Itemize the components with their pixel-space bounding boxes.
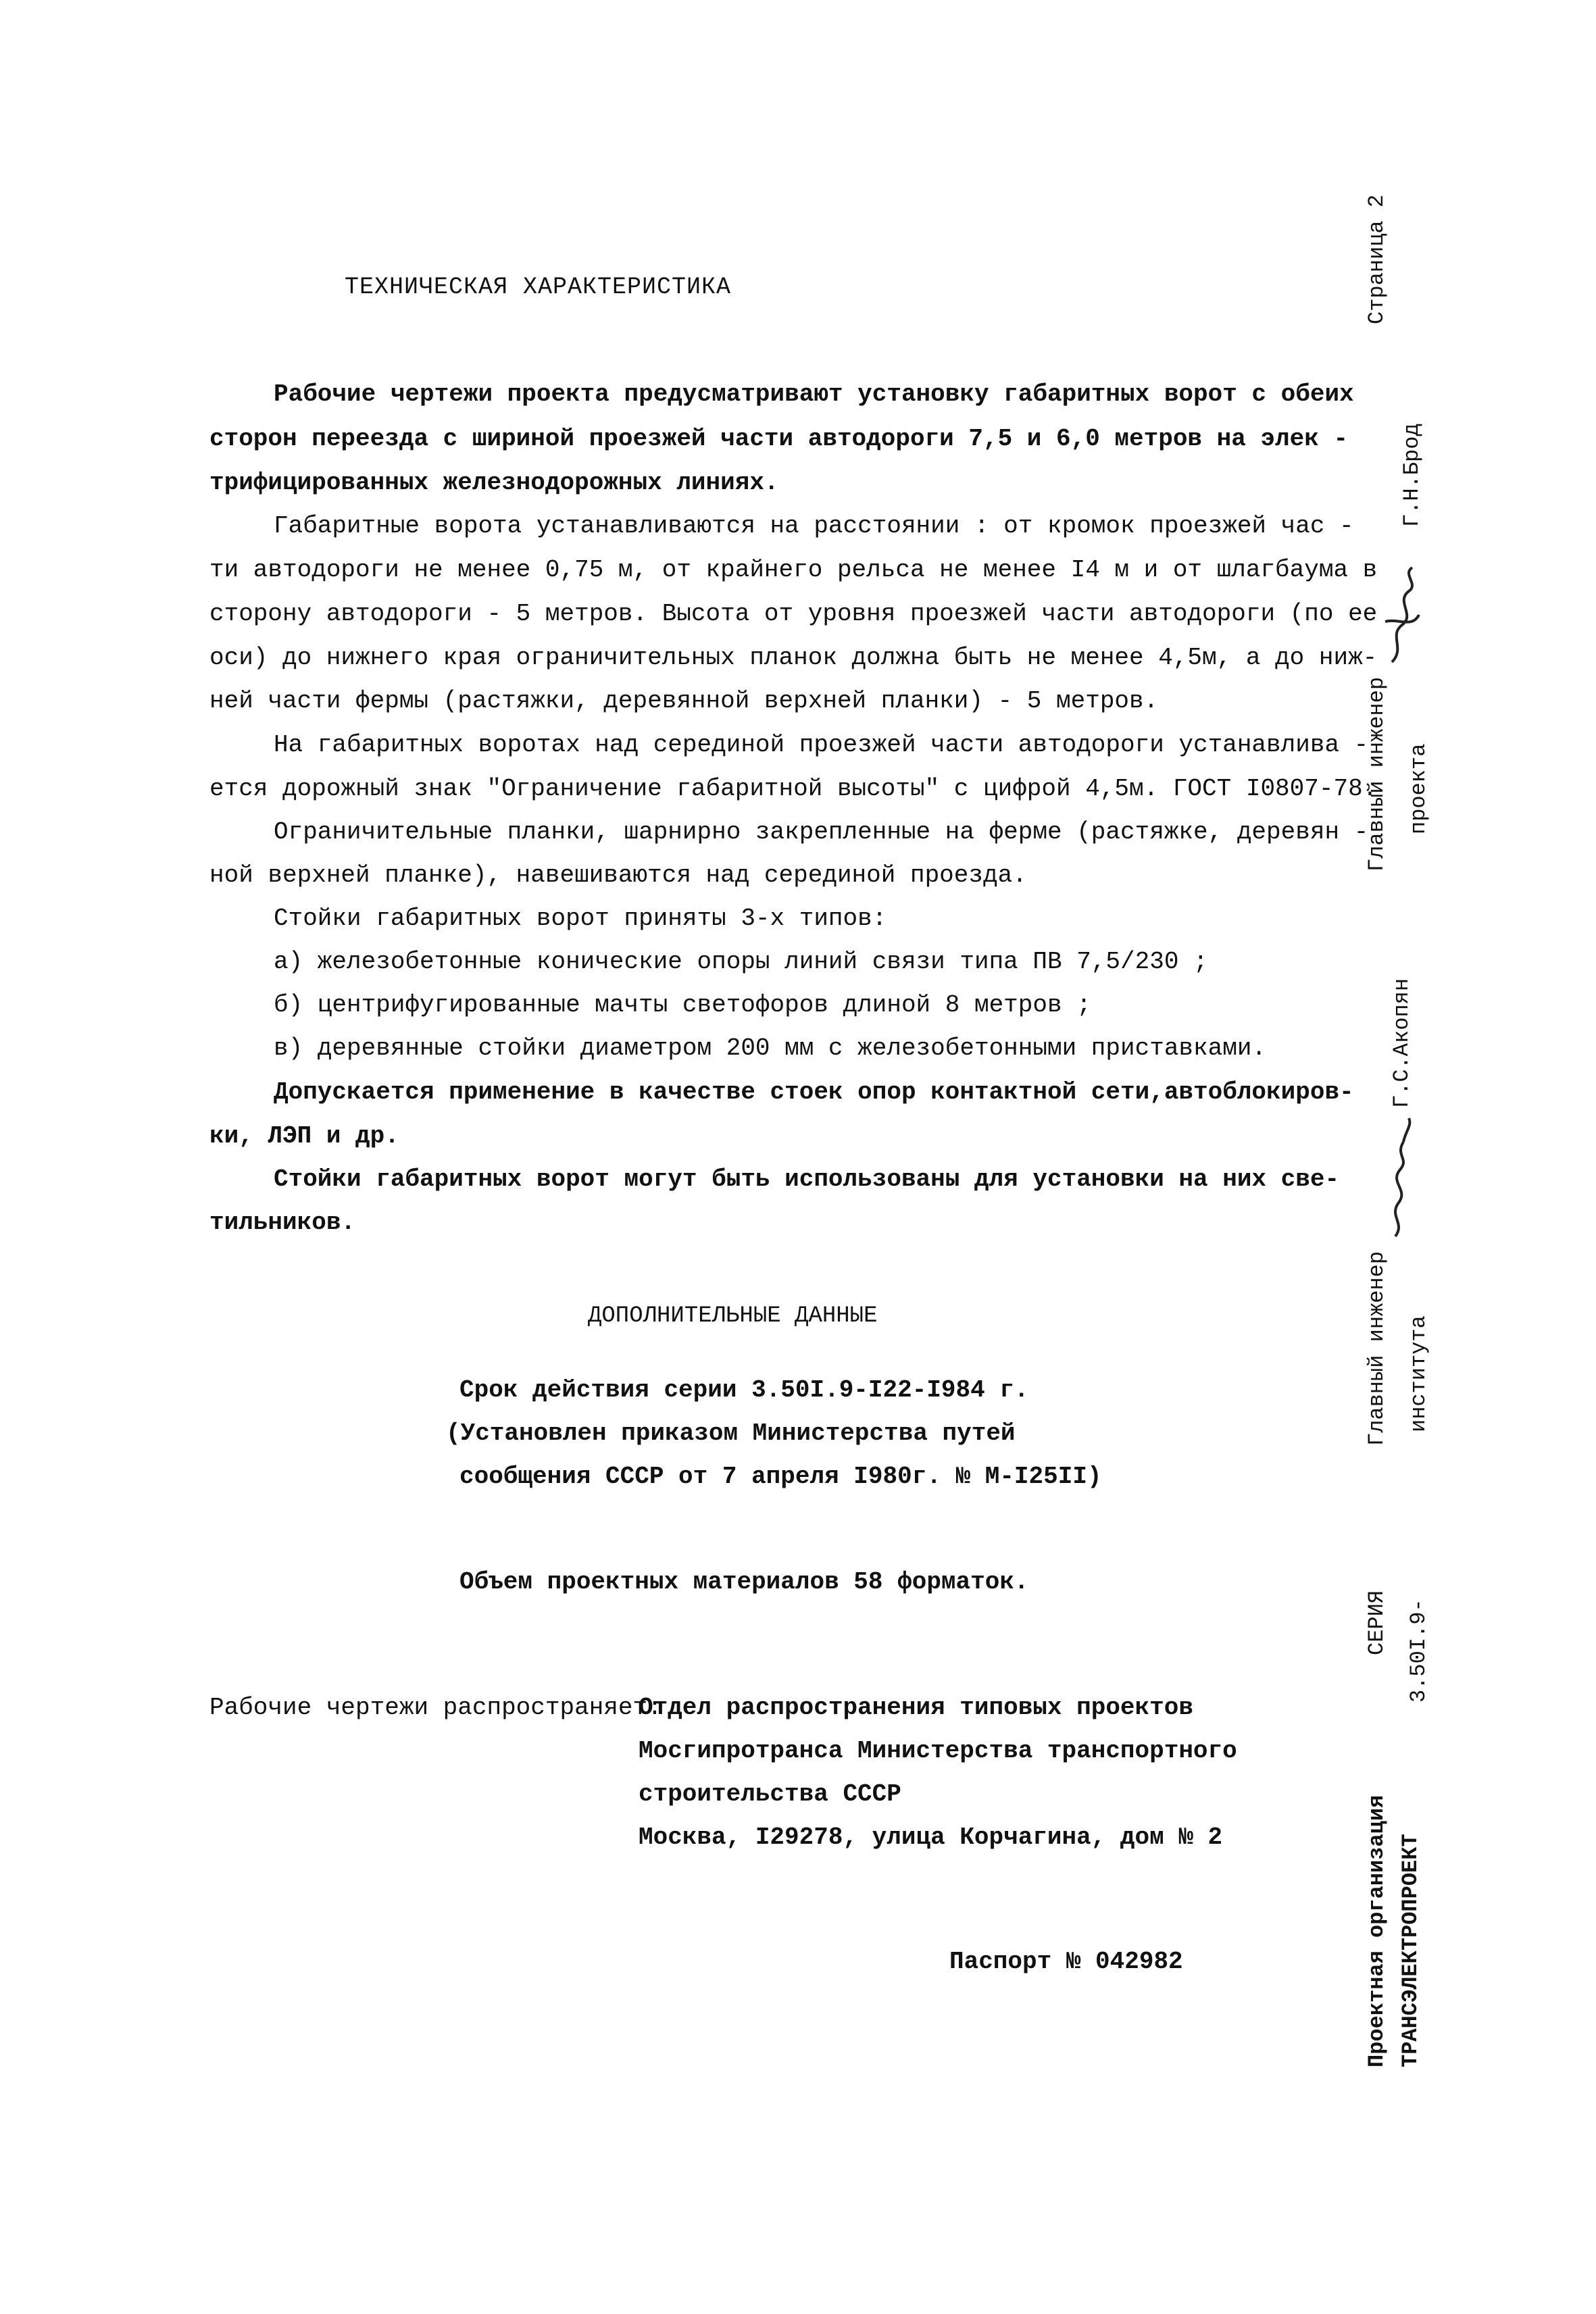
tech-line-9: На габаритных воротах над серединой проезжей части автодороги устанавлива - xyxy=(274,731,1369,759)
stamp-project-engineer-title-1: Главный инженер xyxy=(1364,676,1389,872)
tech-line-13: Стойки габаритных ворот приняты 3-х типов: xyxy=(274,905,887,932)
materials-volume: Объем проектных материалов 58 форматок. xyxy=(459,1568,1029,1596)
distribution-label: Рабочие чертежи распространяет: xyxy=(209,1694,662,1721)
tech-line-15: б) центрифугированные мачты светофоров длиной 8 метров ; xyxy=(274,991,1091,1019)
tech-line-4: Габаритные ворота устанавливаются на расстоянии : от кромок проезжей час - xyxy=(274,512,1354,540)
tech-line-2: сторон переезда с шириной проезжей части автодороги 7,5 и 6,0 метров на элек - xyxy=(209,425,1349,453)
series-validity: Срок действия серии 3.50I.9-I22-I984 г. xyxy=(459,1376,1029,1404)
distribution-line-2: Мосгипротранса Министерства транспортного xyxy=(639,1737,1237,1765)
stamp-institute-engineer-title-2: института xyxy=(1406,1315,1431,1432)
distribution-line-1: Отдел распространения типовых проектов xyxy=(639,1694,1193,1721)
stamp-project-engineer-name: Г.Н.Брод xyxy=(1399,423,1424,527)
distribution-line-4: Москва, I29278, улица Корчагина, дом № 2 xyxy=(639,1823,1223,1851)
order-line-1: (Установлен приказом Министерства путей xyxy=(446,1419,1016,1447)
stamp-page-label: Страница 2 xyxy=(1364,194,1389,324)
tech-line-14: а) железобетонные конические опоры линий связи типа ПВ 7,5/230 ; xyxy=(274,948,1208,976)
additional-heading: ДОПОЛНИТЕЛЬНЫЕ ДАННЫЕ xyxy=(588,1303,878,1329)
technical-heading: ТЕХНИЧЕСКАЯ ХАРАКТЕРИСТИКА xyxy=(344,274,732,301)
tech-line-12: ной верхней планке), навешиваются над серединой проезда. xyxy=(209,861,1027,889)
stamp-project-engineer-title-2: проекта xyxy=(1406,743,1431,834)
tech-line-6: сторону автодороги - 5 метров. Высота от уровня проезжей части автодороги (по ее xyxy=(209,600,1378,628)
order-line-2: сообщения СССР от 7 апреля I980г. № М-I25II) xyxy=(459,1463,1102,1490)
stamp-series-value: 3.50I.9- xyxy=(1406,1599,1431,1703)
signature-akopyan xyxy=(1375,1115,1422,1243)
tech-line-1: Рабочие чертежи проекта предусматривают установку габаритных ворот с обеих xyxy=(274,380,1354,408)
tech-line-11: Ограничительные планки, шарнирно закрепленные на ферме (растяжке, деревян - xyxy=(274,818,1369,846)
tech-line-5: ти автодороги не менее 0,75 м, от крайнего рельса не менее I4 м и от шлагбаума в xyxy=(209,556,1378,584)
tech-line-3: трифицированных железнодорожных линиях. xyxy=(209,469,779,497)
stamp-org-name: ТРАНСЭЛЕКТРОПРОЕКТ xyxy=(1398,1834,1423,2067)
stamp-org-label: Проектная организация xyxy=(1364,1794,1389,2067)
tech-line-16: в) деревянные стойки диаметром 200 мм с железобетонными приставками. xyxy=(274,1034,1267,1062)
passport-number: Паспорт № 042982 xyxy=(949,1948,1183,1976)
tech-line-20: тильников. xyxy=(209,1209,356,1236)
stamp-institute-engineer-name: Г.С.Акопян xyxy=(1389,978,1414,1108)
stamp-series-label: СЕРИЯ xyxy=(1364,1590,1389,1655)
tech-line-18: ки, ЛЭП и др. xyxy=(209,1122,399,1150)
stamp-institute-engineer-title-1: Главный инженер xyxy=(1364,1251,1389,1446)
tech-line-17: Допускается применение в качестве стоек опор контактной сети,автоблокиров- xyxy=(274,1078,1354,1106)
distribution-line-3: строительства СССР xyxy=(639,1780,901,1808)
tech-line-10: ется дорожный знак "Ограничение габаритной высоты" с цифрой 4,5м. ГОСТ I0807-78. xyxy=(209,775,1378,803)
tech-line-7: оси) до нижнего края ограничительных планок должна быть не менее 4,5м, а до ниж- xyxy=(209,644,1378,672)
signature-brod xyxy=(1378,561,1426,669)
tech-line-8: ней части фермы (растяжки, деревянной верхней планки) - 5 метров. xyxy=(209,687,1159,715)
tech-line-19: Стойки габаритных ворот могут быть использованы для установки на них све- xyxy=(274,1165,1340,1193)
